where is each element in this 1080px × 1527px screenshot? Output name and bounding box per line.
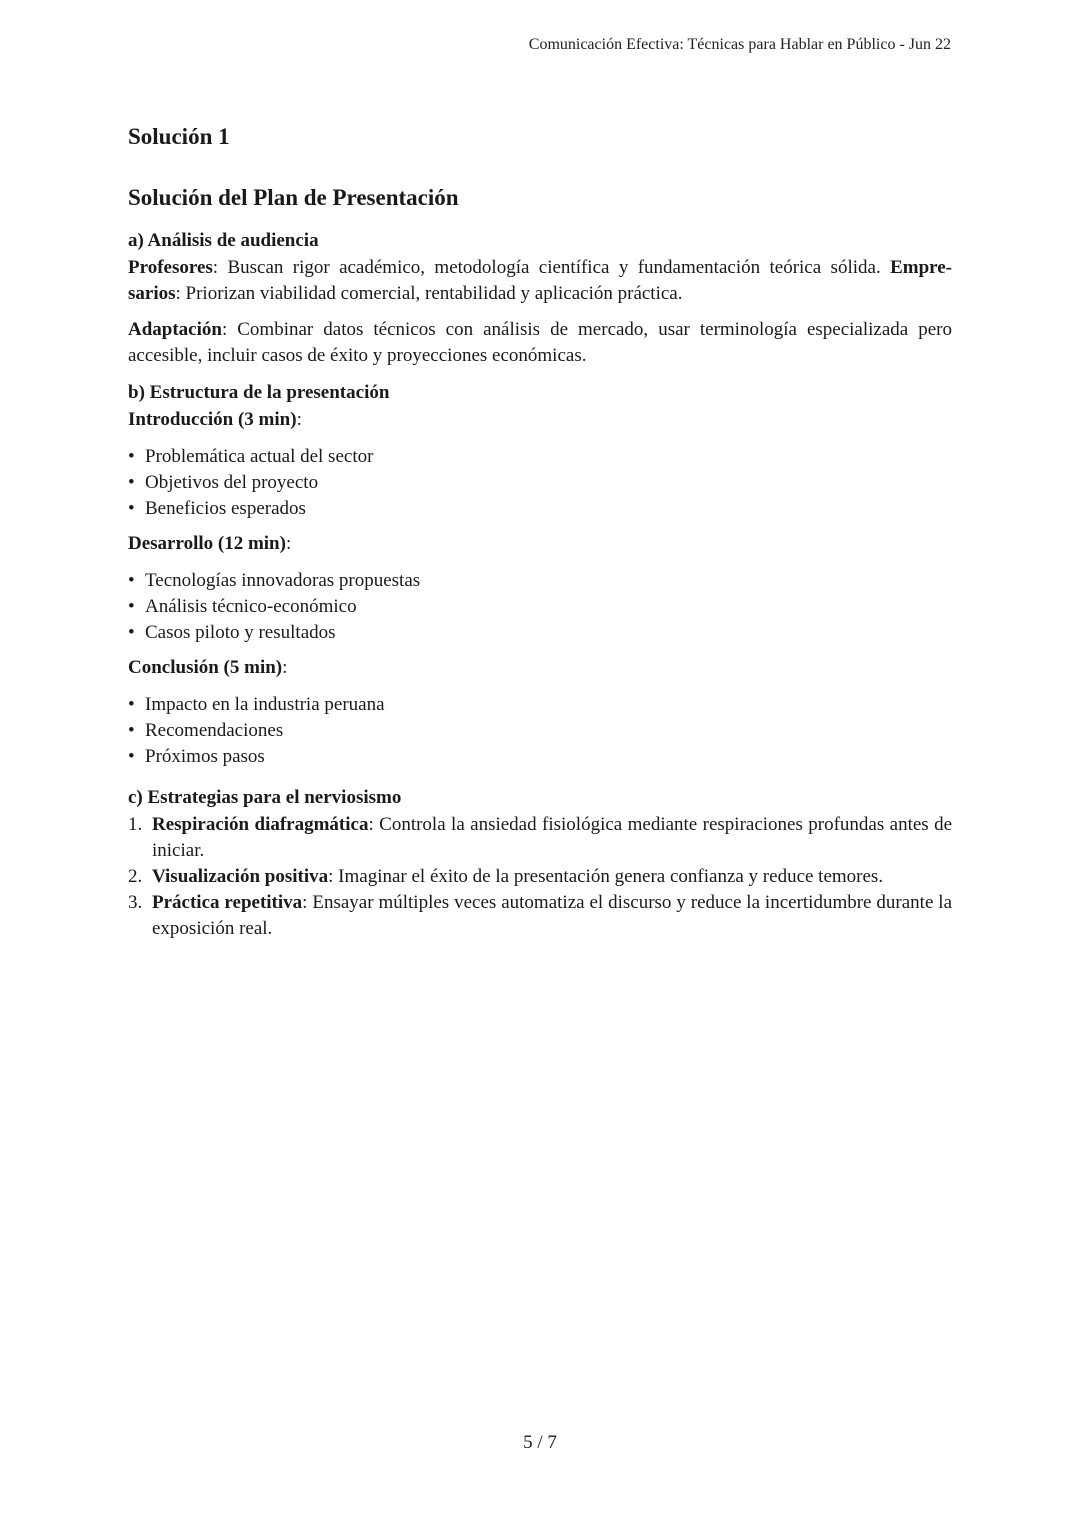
bullet-icon: • xyxy=(128,472,135,493)
list-item: • Próximos pasos xyxy=(128,744,952,770)
bullet-icon: • xyxy=(128,446,135,467)
professors-text: : Buscan rigor académico, metodología científica y fundamentación teórica sólida. xyxy=(212,257,891,278)
page-number: 5 / 7 xyxy=(523,1432,557,1453)
plan-title: Solución del Plan de Presentación xyxy=(128,185,459,210)
list-item: • Recomendaciones xyxy=(128,718,952,744)
list-item: • Tecnologías innovadoras propuestas xyxy=(128,568,952,594)
intro-label: Introducción (3 min): xyxy=(128,409,302,430)
document-body xyxy=(128,118,952,942)
development-list xyxy=(128,568,952,646)
bullet-icon: • xyxy=(128,694,135,715)
bullet-icon: • xyxy=(128,622,135,643)
bullet-icon: • xyxy=(128,720,135,741)
list-item: 3. Práctica repetitiva: Ensayar múltiples veces automatiza el discurso y reduce la incertidumbre durante la exposición real. xyxy=(128,892,952,939)
development-label: Desarrollo (12 min): xyxy=(128,533,292,554)
adaptation-paragraph xyxy=(128,317,952,369)
professors-label: Profesores xyxy=(128,257,213,278)
list-item: • Problemática actual del sector xyxy=(128,444,952,470)
item-number: 2. xyxy=(128,866,143,887)
strategies-list xyxy=(128,812,952,942)
bullet-icon: • xyxy=(128,570,135,591)
running-header: Comunicación Efectiva: Técnicas para Hablar en Público - Jun 22 xyxy=(528,36,951,53)
adaptation-label: Adaptación xyxy=(128,319,222,340)
item-number: 1. xyxy=(128,814,143,835)
section-b-heading: b) Estructura de la presentación xyxy=(128,382,390,403)
bullet-icon: • xyxy=(128,746,135,767)
list-item: • Análisis técnico-económico xyxy=(128,594,952,620)
conclusion-list xyxy=(128,692,952,770)
business-text: : Priorizan viabilidad comercial, rentabilidad y aplicación práctica. xyxy=(175,283,683,304)
business-label: Empre-sarios xyxy=(128,257,952,304)
list-item: • Beneficios esperados xyxy=(128,496,952,522)
conclusion-label: Conclusión (5 min): xyxy=(128,657,288,678)
list-item: 2. Visualización positiva: Imaginar el éxito de la presentación genera confianza y reduce temores. xyxy=(128,864,952,890)
bullet-icon: • xyxy=(128,596,135,617)
list-item: 1. Respiración diafragmática: Controla la ansiedad fisiológica mediante respiraciones profundas antes de iniciar. xyxy=(128,814,953,861)
item-number: 3. xyxy=(128,892,143,913)
solution-title: Solución 1 xyxy=(128,124,230,149)
list-item: • Objetivos del proyecto xyxy=(128,470,952,496)
intro-list xyxy=(128,444,952,522)
section-a-heading: a) Análisis de audiencia xyxy=(128,230,319,251)
bullet-icon: • xyxy=(128,498,135,519)
audience-paragraph xyxy=(128,255,952,307)
list-item: • Casos piloto y resultados xyxy=(128,620,952,646)
section-c-heading: c) Estrategias para el nerviosismo xyxy=(128,787,402,808)
adaptation-text: : Combinar datos técnicos con análisis de mercado, usar terminología especializada pero accesible, incluir casos de éxito y proyecciones económicas. xyxy=(128,319,952,366)
list-item: • Impacto en la industria peruana xyxy=(128,692,952,718)
